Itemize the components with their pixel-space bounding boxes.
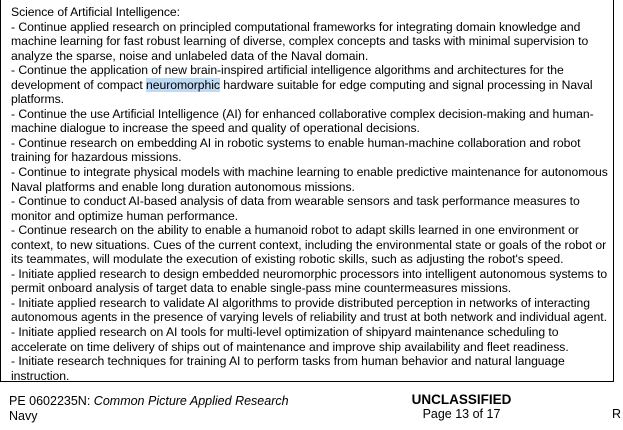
text-line: - Initiate research techniques for training AI to perform tasks from human behavior and natural language	[11, 354, 565, 369]
text-line: - Continue research on embedding AI in robotic systems to enable human-machine collaboration and robot	[11, 135, 581, 150]
text-line: Naval platforms and enable long duration autonomous missions.	[11, 179, 355, 194]
text-line: - Initiate applied research to validate AI algorithms to provide distributed perception in networks of interacting	[11, 295, 590, 310]
text-line: - Continue the use Artificial Intelligence (AI) for enhanced collaborative complex decision-making and human-	[11, 106, 594, 121]
text-segment: hardware suitable for edge computing and signal processing in Naval	[219, 77, 593, 92]
text-line: machine learning for fast robust learning of diverse, complex concepts and tasks with minimal supervision to	[11, 34, 589, 49]
text-line: - Continue research on the ability to enable a humanoid robot to adapt skills learned in one environment or	[11, 223, 579, 238]
footer-center	[404, 392, 519, 422]
service-name: Navy	[9, 409, 38, 423]
footer-program-info	[9, 394, 289, 424]
page-number: Page 13 of 17	[422, 407, 501, 421]
text-line: accelerate on time delivery of ships out of maintenance and improve ship availability and fleet readiness.	[11, 339, 569, 354]
text-line: - Initiate applied research to design embedded neuromorphic processors into intelligent autonomous systems to	[11, 266, 608, 281]
text-line: machine dialogue to increase the speed and quality of operational decisions.	[11, 121, 420, 136]
text-line: analyze the sparse, noise and unlabeled data of the Naval domain.	[11, 48, 369, 63]
pe-number: PE 0602235N:	[9, 394, 94, 408]
text-segment: development of compact	[11, 77, 147, 92]
text-line	[11, 78, 611, 93]
text-line: - Continue to conduct AI-based analysis of data from wearable sensors and task performance measures to	[11, 194, 580, 209]
text-line: context, to new situations. Cues of the current context, including the environmental state or goals of the robot or	[11, 237, 607, 252]
text-line: training for hazardous missions.	[11, 150, 182, 165]
page-footer	[0, 392, 623, 430]
document-lines	[11, 20, 611, 384]
text-line: platforms.	[11, 92, 65, 107]
text-line: - Continue applied research on principled computational frameworks for integrating domain knowledge and	[11, 19, 581, 34]
text-line: - Initiate applied research on AI tools for multi-level optimization of shipyard maintenance scheduling to	[11, 325, 559, 340]
text-line: - Continue to integrate physical models with machine learning to enable predictive maintenance for autonomous	[11, 165, 608, 180]
footer-right-fragment: R	[612, 407, 622, 421]
text-line: autonomous agents in the presence of varying levels of reliability and trust at both network and individual agent.	[11, 310, 607, 325]
document-body	[11, 5, 611, 383]
highlighted-word[interactable]: neuromorphic	[146, 77, 220, 92]
classification-label: UNCLASSIFIED	[411, 392, 512, 407]
text-line: - Continue the application of new brain-inspired artificial intelligence algorithms and architectures for the	[11, 63, 564, 78]
text-line: its teammates, will modulate the execution of existing robotic skills, such as adjusting the robot's speed.	[11, 252, 564, 267]
section-heading: Science of Artificial Intelligence:	[11, 5, 180, 19]
text-line: monitor and optimize human performance.	[11, 208, 239, 223]
text-line: instruction.	[11, 368, 70, 383]
pe-title: Common Picture Applied Research	[93, 394, 289, 408]
text-line: permit onboard analysis of target data to enable single-pass mine countermeasures missions.	[11, 281, 512, 296]
